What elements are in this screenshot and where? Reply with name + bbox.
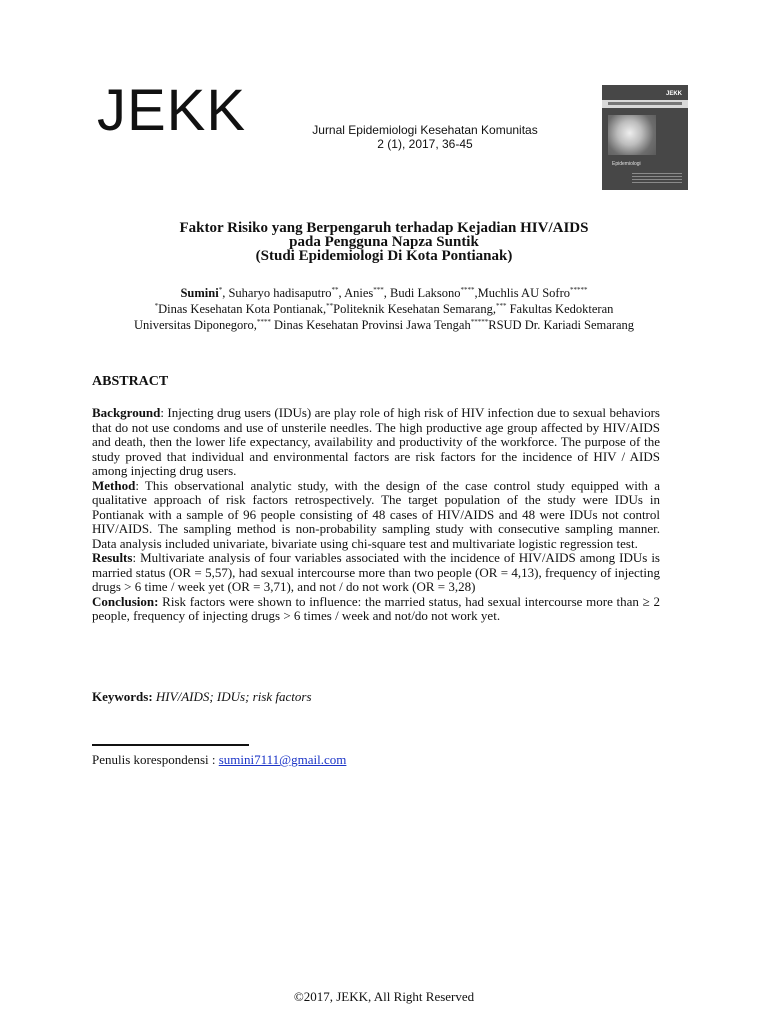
journal-info: [300, 123, 550, 151]
affil-mark-3: ***: [495, 301, 507, 310]
affiliation-2: Politeknik Kesehatan Semarang,: [333, 302, 496, 316]
affiliation-5: RSUD Dr. Kariadi Semarang: [488, 318, 635, 332]
abstract-results: [92, 551, 660, 595]
background-label: Background: [92, 405, 161, 420]
author-2-mark: **: [331, 285, 339, 294]
cover-band-text: [608, 102, 682, 105]
affil-mark-4: ****: [256, 317, 271, 326]
author-1: Sumini: [180, 286, 219, 300]
correspondence-footnote: [92, 752, 346, 768]
affiliation-line-2: [0, 317, 768, 333]
results-label: Results: [92, 550, 133, 565]
affiliation-3b: Universitas Diponegoro,: [133, 318, 257, 332]
abstract-heading: ABSTRACT: [92, 374, 169, 389]
author-list: [0, 285, 768, 301]
abstract-body: [92, 406, 660, 624]
cover-label: JEKK: [665, 91, 682, 97]
background-text: : Injecting drug users (IDUs) are play role of high risk of HIV infection due to sexual behaviors that do not use condoms and use of unsterile needles. The high productive age group affected by HIV/AIDS and death, then the lower life expectancy, availability and productivity of the workforce. The purpose of the study proved that individual and environmental factors are risk factors for the incidence of HIV / AIDS among injecting drug users.: [92, 405, 660, 478]
journal-name: Jurnal Epidemiologi Kesehatan Komunitas: [312, 123, 538, 137]
affil-mark-2: **: [326, 301, 334, 310]
affil-mark-1: *: [154, 301, 159, 310]
keywords-label: Keywords:: [92, 689, 153, 704]
author-2: , Suharyo hadisaputro: [222, 286, 332, 300]
title-line-2: pada Pengguna Napza Suntik: [289, 234, 479, 250]
keywords-value: HIV/AIDS; IDUs; risk factors: [155, 689, 312, 704]
conclusion-label: Conclusion:: [92, 593, 159, 609]
abstract-background: [92, 406, 660, 479]
author-5-mark: *****: [570, 285, 588, 294]
method-text: : This observational analytic study, with the design of the case control study equipped with a qualitative approach of risk factors retrospectively. The target population of the study were IDUs in Pontianak with a sample of 96 people consisting of 48 cases of HIV/AIDS and 48 were IDUs not control HIV/AIDS. The sampling method is non-probability sampling study with consecutive sampling manner. Data analysis included univariate, bivariate using chi-square test and multivariate logistic regression test.: [92, 477, 660, 551]
title-line-1: Faktor Risiko yang Berpengaruh terhadap Kejadian HIV/AIDS: [179, 220, 589, 236]
author-1-mark: *: [218, 285, 223, 294]
footnote-divider: [92, 744, 249, 746]
affiliation-3: Fakultas Kedokteran: [506, 302, 614, 316]
abstract-conclusion: [92, 595, 660, 624]
journal-logo: JEKK: [97, 78, 247, 143]
results-text: : Multivariate analysis of four variables associated with the incidence of HIV/AIDS among IDUs is married status (OR = 5,57), had sexual intercourse more than two people (OR = 4,13), frequency of injecting drugs > 6 time / week yet (OR = 3,71), and not / do not work (OR = 3,28): [92, 550, 660, 594]
keywords: [92, 689, 312, 705]
author-4: , Budi Laksono: [383, 286, 461, 300]
cover-small-text: Epidemiologi: [612, 161, 641, 167]
affil-mark-5: *****: [470, 317, 489, 326]
correspondence-email-link[interactable]: sumini7111@gmail.com: [218, 752, 347, 767]
author-block: [0, 285, 768, 333]
title-line-3: (Studi Epidemiologi Di Kota Pontianak): [255, 248, 513, 264]
journal-cover-image: [602, 85, 688, 190]
journal-issue: 2 (1), 2017, 36-45: [377, 137, 473, 151]
abstract-method: [92, 479, 660, 552]
method-label: Method: [92, 477, 136, 493]
affiliation-4: Dinas Kesehatan Provinsi Jawa Tengah: [270, 318, 471, 332]
conclusion-text: Risk factors were shown to influence: the married status, had sexual intercourse more than ≥ 2 people, frequency of injecting drugs > 6 times / week and not/do not work yet.: [92, 593, 660, 623]
author-5: ,Muchlis AU Sofro: [474, 286, 571, 300]
copyright-footer: ©2017, JEKK, All Right Reserved: [293, 989, 475, 1004]
paper-title: [0, 221, 768, 263]
correspondence-label: Penulis korespondensi :: [92, 752, 219, 767]
affiliation-1: Dinas Kesehatan Kota Pontianak,: [158, 302, 327, 316]
cover-photo: [608, 115, 656, 155]
author-3-mark: ***: [373, 285, 384, 294]
author-3: , Anies: [338, 286, 374, 300]
author-4-mark: ****: [460, 285, 475, 294]
cover-lines: [632, 173, 682, 183]
affiliation-line-1: [0, 301, 768, 317]
